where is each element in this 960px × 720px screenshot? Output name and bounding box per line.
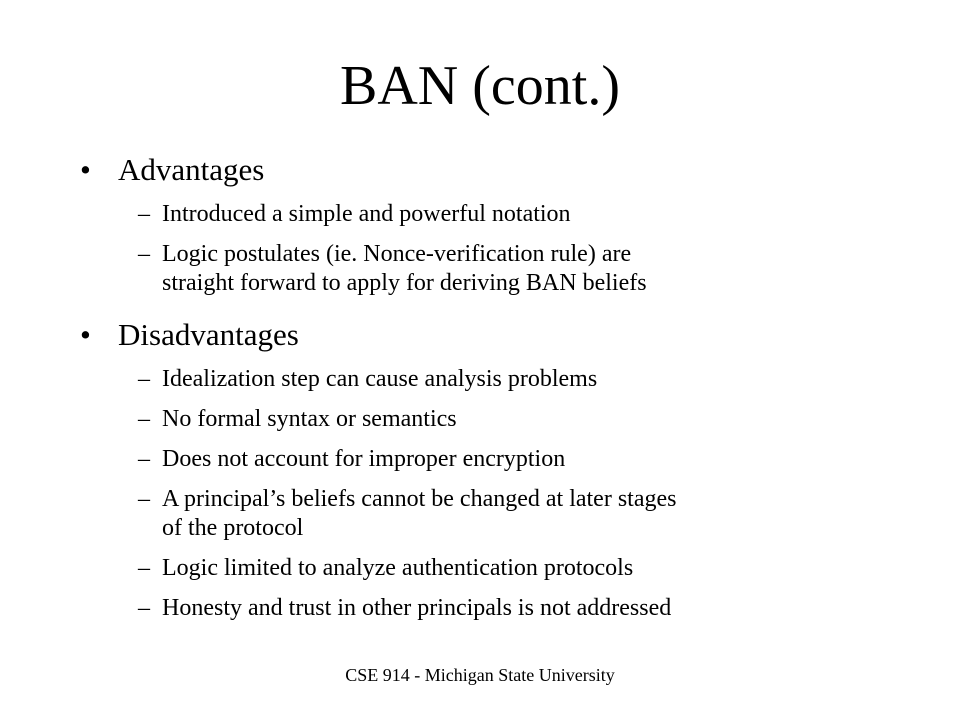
dash-icon: – bbox=[138, 406, 150, 432]
dash-icon: – bbox=[138, 241, 150, 267]
sub-item-text: Introduced a simple and powerful notation bbox=[162, 201, 571, 227]
sub-item-text: Logic postulates (ie. Nonce-verification rule) are bbox=[162, 241, 632, 267]
sub-item-text: Logic limited to analyze authentication protocols bbox=[162, 555, 634, 581]
dash-icon: – bbox=[138, 366, 150, 392]
sub-item-text: No formal syntax or semantics bbox=[162, 406, 457, 432]
slide-footer: CSE 914 - Michigan State University bbox=[345, 665, 615, 685]
dash-icon: – bbox=[138, 486, 150, 512]
slide-content bbox=[80, 150, 880, 623]
bullet-icon: • bbox=[80, 317, 91, 352]
dash-icon: – bbox=[138, 201, 150, 227]
dash-icon: – bbox=[138, 446, 150, 472]
sub-item-text: A principal’s beliefs cannot be changed at later stages bbox=[162, 486, 677, 512]
sub-item bbox=[80, 445, 880, 474]
sub-item bbox=[80, 594, 880, 623]
bullet-icon: • bbox=[80, 152, 91, 187]
sub-item bbox=[80, 485, 880, 514]
sub-item-text: of the protocol bbox=[162, 515, 304, 541]
sub-item-continuation bbox=[80, 269, 880, 298]
sub-item-text: Honesty and trust in other principals is not addressed bbox=[162, 595, 672, 621]
sub-item-text: Does not account for improper encryption bbox=[162, 446, 566, 472]
sub-item bbox=[80, 405, 880, 434]
sub-item bbox=[80, 240, 880, 269]
sub-item bbox=[80, 200, 880, 229]
sub-item-continuation bbox=[80, 514, 880, 543]
dash-icon: – bbox=[138, 555, 150, 581]
bullet-heading: Disadvantages bbox=[118, 317, 299, 352]
sub-item bbox=[80, 554, 880, 583]
sub-item bbox=[80, 365, 880, 394]
bullet-disadvantages bbox=[80, 315, 880, 355]
dash-icon: – bbox=[138, 595, 150, 621]
sub-item-text: Idealization step can cause analysis problems bbox=[162, 366, 598, 392]
sub-item-text: straight forward to apply for deriving BAN beliefs bbox=[162, 270, 647, 296]
bullet-heading: Advantages bbox=[118, 152, 265, 187]
slide-title: BAN (cont.) bbox=[340, 55, 620, 117]
bullet-advantages bbox=[80, 150, 880, 190]
